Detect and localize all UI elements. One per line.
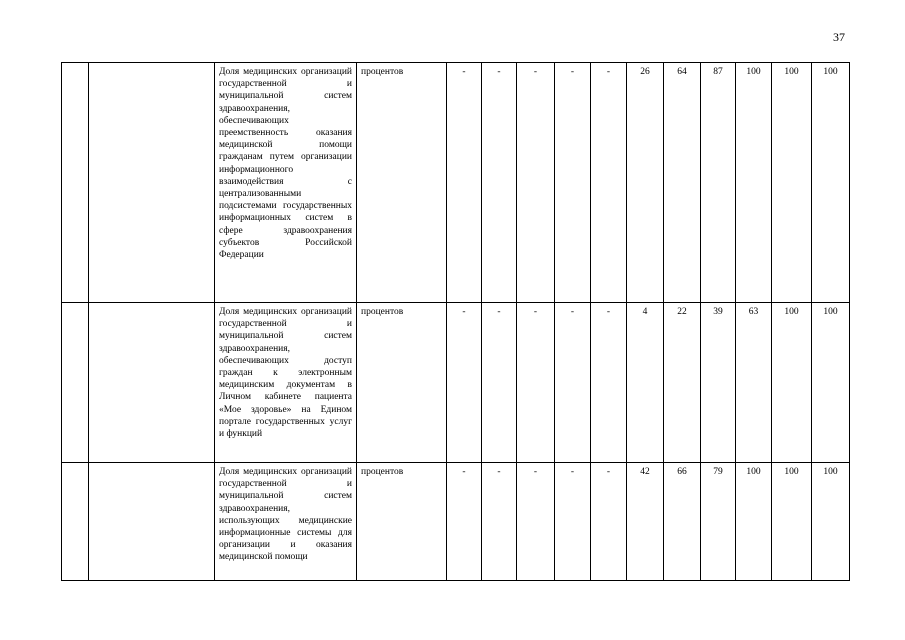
unit-cell: процентов: [357, 63, 447, 303]
value-cell: 100: [736, 63, 772, 303]
row-index-cell: [62, 303, 89, 463]
row-index-cell: [62, 63, 89, 303]
value-cell: 100: [772, 63, 812, 303]
value-cell: 100: [772, 463, 812, 581]
table-row: [62, 463, 850, 581]
value-cell: 100: [812, 63, 850, 303]
value-cell: -: [591, 63, 627, 303]
indicators-table: [61, 62, 850, 581]
value-cell: -: [447, 303, 482, 463]
unit-cell: процентов: [357, 463, 447, 581]
value-cell: -: [482, 303, 517, 463]
indicator-description: Доля медицинских организаций государственной и муниципальной систем здравоохранения, обеспечивающих доступ граждан к электронным медицинским документам в Личном кабинете пациента «Мое здоровье» на Едином портале государственных услуг и функций: [215, 303, 357, 463]
value-cell: 100: [812, 463, 850, 581]
value-cell: 26: [627, 63, 664, 303]
value-cell: -: [555, 63, 591, 303]
indicator-group-cell: [89, 303, 215, 463]
value-cell: 87: [701, 63, 736, 303]
value-cell: -: [517, 463, 555, 581]
indicator-group-cell: [89, 463, 215, 581]
unit-cell: процентов: [357, 303, 447, 463]
value-cell: 63: [736, 303, 772, 463]
value-cell: -: [555, 303, 591, 463]
value-cell: 42: [627, 463, 664, 581]
value-cell: -: [482, 463, 517, 581]
value-cell: -: [482, 63, 517, 303]
indicator-group-cell: [89, 63, 215, 303]
table-row: [62, 63, 850, 303]
indicator-description: Доля медицинских организаций государственной и муниципальной систем здравоохранения, использующих медицинские информационные системы для организации и оказания медицинской помощи: [215, 463, 357, 581]
value-cell: 100: [772, 303, 812, 463]
row-index-cell: [62, 463, 89, 581]
page-number: 37: [833, 30, 845, 44]
table-row: [62, 303, 850, 463]
value-cell: 79: [701, 463, 736, 581]
value-cell: -: [447, 463, 482, 581]
value-cell: 64: [664, 63, 701, 303]
value-cell: 100: [812, 303, 850, 463]
value-cell: 66: [664, 463, 701, 581]
value-cell: 4: [627, 303, 664, 463]
indicator-description: Доля медицинских организаций государственной и муниципальной систем здравоохранения, обеспечивающих преемственность оказания медицинской помощи гражданам путем организации информационного взаимодействия с централизованными подсистемами государственных информационных систем в сфере здравоохранения субъектов Российской Федерации: [215, 63, 357, 303]
value-cell: -: [555, 463, 591, 581]
value-cell: -: [447, 63, 482, 303]
value-cell: -: [591, 303, 627, 463]
value-cell: 39: [701, 303, 736, 463]
value-cell: 100: [736, 463, 772, 581]
value-cell: 22: [664, 303, 701, 463]
value-cell: -: [591, 463, 627, 581]
value-cell: -: [517, 63, 555, 303]
value-cell: -: [517, 303, 555, 463]
